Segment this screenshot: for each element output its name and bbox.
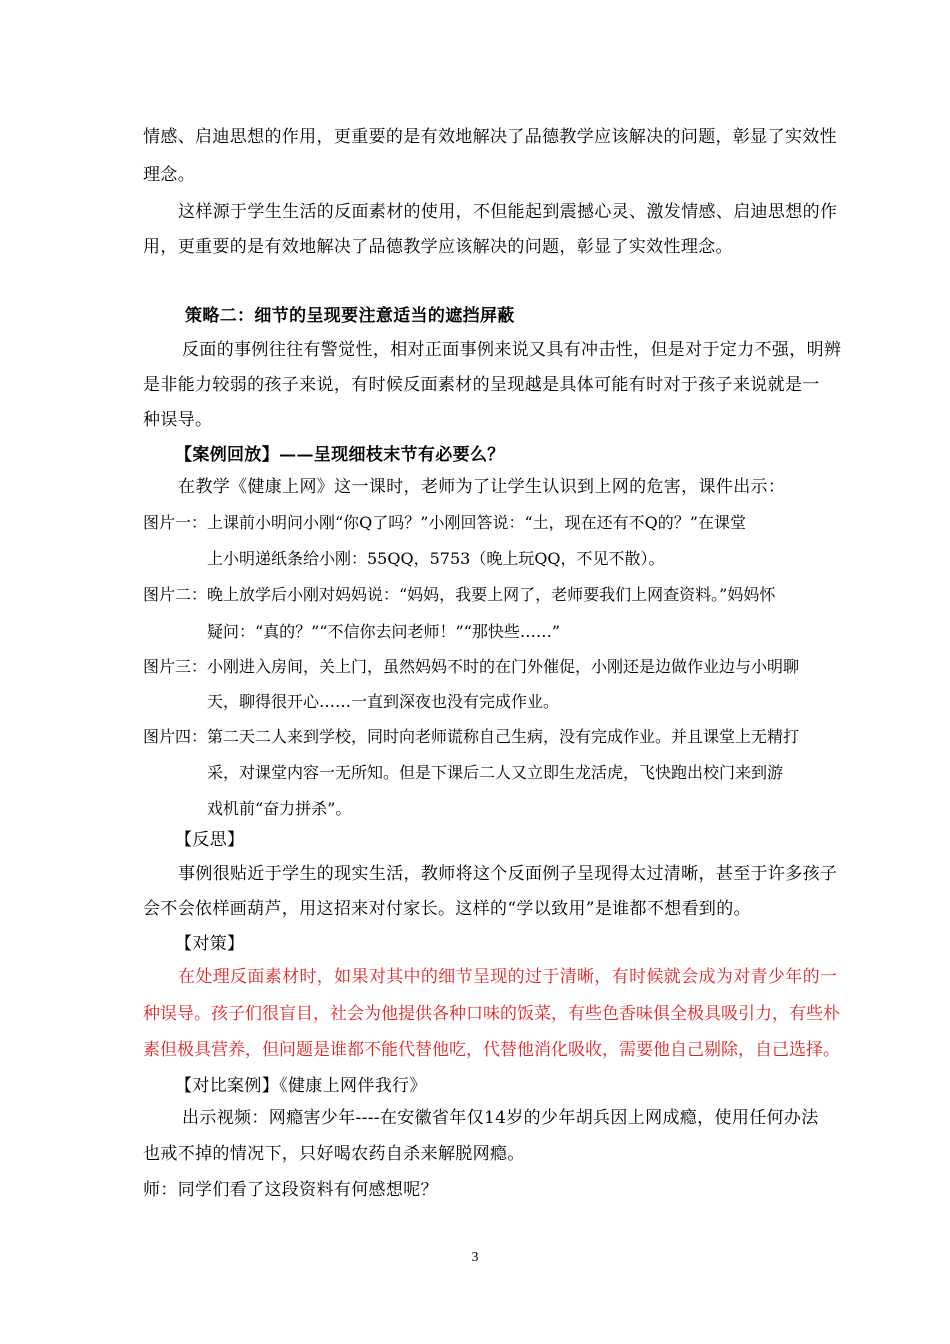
paragraph-line: 用，更重要的是有效地解决了品德教学应该解决的问题，彰显了实效性理念。 (143, 237, 733, 257)
picture-item-line: 天，聊得很开心……一直到深夜也没有完成作业。 (207, 692, 560, 711)
picture-item-line: 图片四：第二天二人来到学校，同时向老师谎称自己生病，没有完成作业。并且课堂上无精打 (143, 727, 800, 746)
picture-item-line: 图片三：小刚进入房间，关上门，虽然妈妈不时的在门外催促，小刚还是边做作业边与小明聊 (143, 657, 800, 676)
paragraph-line: 情感、启迪思想的作用，更重要的是有效地解决了品德教学应该解决的问题，彰显了实效性 (143, 127, 837, 147)
paragraph-line: 事例很贴近于学生的现实生活，教师将这个反面例子呈现得太过清晰，甚至于许多孩子 (178, 864, 838, 884)
highlighted-line: 种误导。孩子们很盲目，社会为他提供各种口味的饭菜，有些色香味俱全极具吸引力，有些朴 (143, 1004, 840, 1024)
paragraph-line: 也戒不掉的情况下，只好喝农药自杀来解脱网瘾。 (143, 1144, 525, 1164)
picture-item-line: 图片一：上课前小明问小刚“你Q了吗？”小刚回答说：“土，现在还有不Q的？”在课堂 (143, 513, 746, 532)
paragraph-line: 是非能力较弱的孩子来说，有时候反面素材的呈现越是具体可能有时对于孩子来说就是一 (143, 375, 820, 395)
paragraph-line: 这样源于学生生活的反面素材的使用，不但能起到震撼心灵、激发情感、启迪思想的作 (178, 202, 838, 222)
reflection-heading: 【反思】 (175, 830, 245, 850)
paragraph-line: 会不会依样画葫芦，用这招来对付家长。这样的“学以致用”是谁都不想看到的。 (143, 899, 751, 919)
case-heading: 【案例回放】——呈现细枝末节有必要么？ (175, 445, 505, 465)
picture-item-line: 上小明递纸条给小刚：55QQ，5753（晚上玩QQ，不见不散）。 (207, 549, 665, 568)
picture-item-line: 采，对课堂内容一无所知。但是下课后二人又立即生龙活虎，飞快跑出校门来到游 (207, 763, 784, 782)
picture-item-line: 图片二：晚上放学后小刚对妈妈说：“妈妈，我要上网了，老师要我们上网查资料。”妈妈怀 (143, 585, 776, 604)
picture-item-line: 戏机前“奋力拼杀”。 (207, 799, 352, 818)
comparison-heading: 【对比案例】《健康上网伴我行》 (175, 1076, 427, 1096)
paragraph-line: 种误导。 (143, 410, 213, 430)
paragraph-line: 在教学《健康上网》这一课时，老师为了让学生认识到上网的危害，课件出示： (178, 477, 786, 497)
paragraph-line: 反面的事例往往有警觉性，相对正面事例来说又具有冲击性，但是对于定力不强，明辨 (182, 340, 842, 360)
paragraph-line: 师：同学们看了这段资料有何感想呢？ (143, 1180, 438, 1200)
highlighted-line: 素但极具营养，但问题是谁都不能代替他吃，代替他消化吸收，需要他自己剔除，自己选择。 (143, 1040, 840, 1060)
picture-item-line: 疑问：“真的？”“不信你去问老师！”“那快些……” (207, 622, 561, 641)
highlighted-line: 在处理反面素材时，如果对其中的细节呈现的过于清晰，有时候就会成为对青少年的一 (178, 967, 838, 987)
section-heading: 策略二：细节的呈现要注意适当的遮挡屏蔽 (185, 306, 515, 326)
paragraph-line: 出示视频：网瘾害少年----在安徽省年仅14岁的少年胡兵因上网成瘾，使用任何办法 (182, 1108, 819, 1128)
page-number: 3 (471, 1250, 479, 1265)
strategy-heading: 【对策】 (175, 934, 245, 954)
paragraph-line: 理念。 (143, 165, 196, 185)
